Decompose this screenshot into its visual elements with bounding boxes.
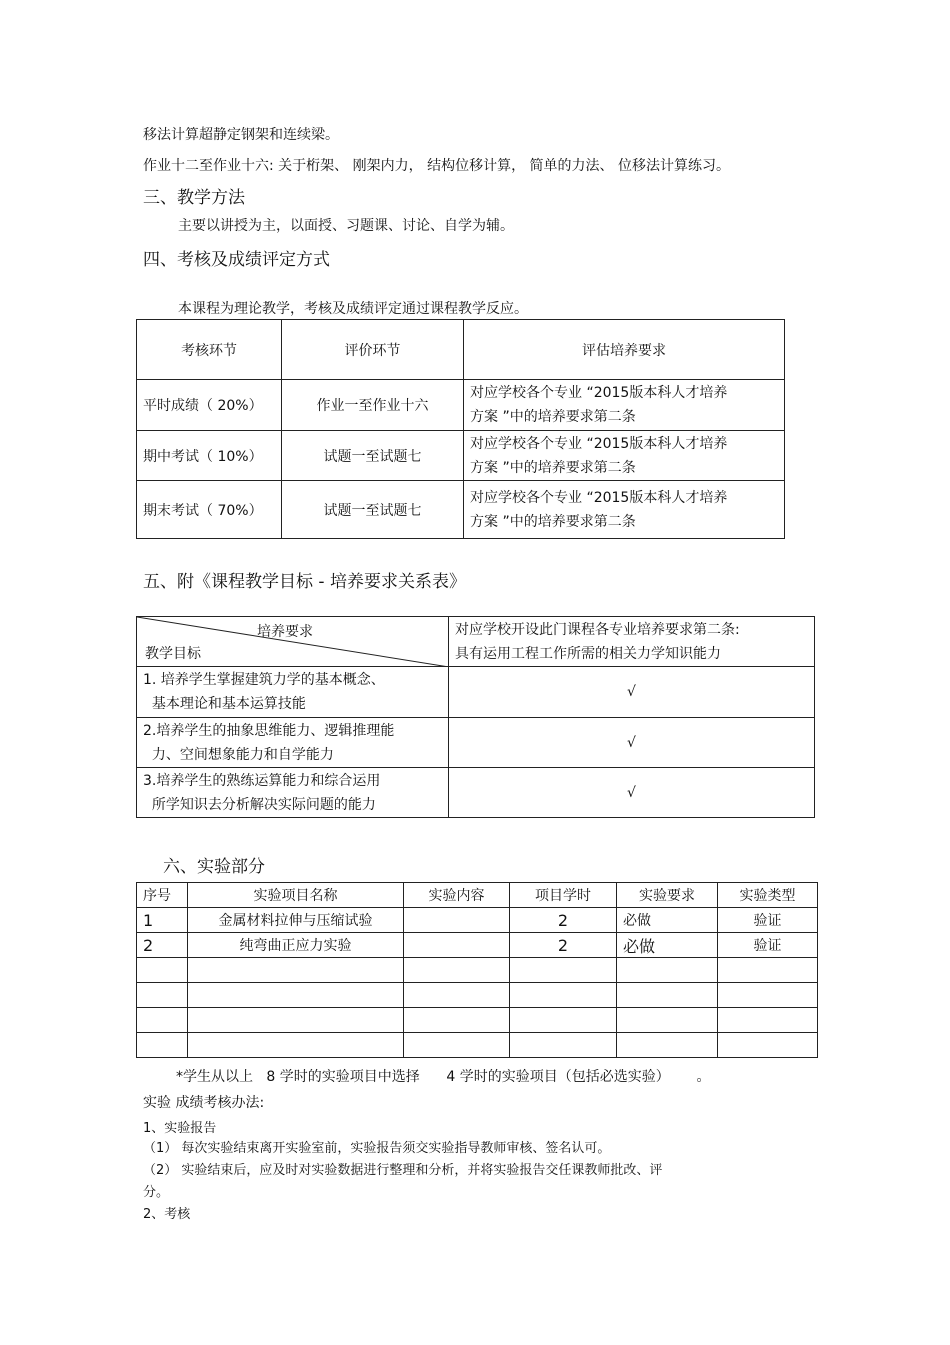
- assessment-sub1: （1） 每次实验结束离开实验室前，实验报告须交实验指导教师审核、签名认可。: [143, 1141, 611, 1156]
- header-cell: 实验项目名称: [188, 883, 404, 908]
- assessment-sub2b: 分。: [143, 1185, 170, 1200]
- empty-row: [137, 1033, 818, 1058]
- name-cell: 金属材料拉伸与压缩试验: [188, 908, 404, 933]
- section4-text: 本课程为理论教学，考核及成绩评定通过课程教学反应。: [178, 301, 528, 317]
- req-cell: 必做: [617, 908, 718, 933]
- hours-cell: 2: [510, 933, 617, 958]
- empty-cell: [404, 983, 510, 1008]
- objective-line1: 1. 培养学生掌握建筑力学的基本概念、: [143, 672, 385, 688]
- checkmark-cell: √: [449, 667, 815, 718]
- assessment-table: [136, 319, 785, 539]
- no-cell: 1: [137, 908, 188, 933]
- eval-cell: 试题一至试题七: [282, 431, 464, 481]
- empty-row: [137, 958, 818, 983]
- objective-line1: 2.培养学生的抽象思维能力、逻辑推理能: [143, 722, 395, 739]
- assessment-item2: 2、考核: [143, 1207, 191, 1222]
- header-cell: 序号: [137, 883, 188, 908]
- req-cell: [464, 481, 785, 539]
- header-cell: 考核环节: [137, 320, 282, 380]
- header-right-line2: 具有运用工程工作所需的相关力学知识能力: [455, 645, 721, 662]
- experiment-note: *学生从以上 8 学时的实验项目中选择 4 学时的实验项目（包括必选实验） 。: [176, 1069, 711, 1085]
- empty-cell: [617, 1033, 718, 1058]
- req-line2: 方案 ”中的培养要求第二条: [470, 409, 636, 425]
- diagonal-header-cell: [137, 617, 449, 667]
- objective-line2: 力、空间想象能力和自学能力: [143, 746, 334, 763]
- eval-cell: 试题一至试题七: [282, 481, 464, 539]
- table-row: [137, 431, 785, 481]
- table-header-row: [137, 883, 818, 908]
- empty-cell: [617, 1008, 718, 1033]
- header-cell: 实验类型: [718, 883, 818, 908]
- assessment-title: 实验 成绩考核办法:: [143, 1095, 265, 1111]
- eval-cell: 作业一至作业十六: [282, 380, 464, 431]
- objective-cell: [137, 768, 449, 818]
- req-line2: 方案 ”中的培养要求第二条: [470, 459, 636, 476]
- req-line2: 方案 ”中的培养要求第二条: [470, 513, 636, 530]
- header-right-cell: [449, 617, 815, 667]
- section6-title: 六、实验部分: [163, 857, 265, 877]
- table-row: [137, 481, 785, 539]
- hours-cell: 2: [510, 908, 617, 933]
- content-cell: [404, 933, 510, 958]
- req-cell: [464, 380, 785, 431]
- item-cell: 平时成绩（ 20%）: [137, 380, 282, 431]
- empty-cell: [137, 1033, 188, 1058]
- empty-row: [137, 1008, 818, 1033]
- empty-cell: [718, 958, 818, 983]
- content-cell: [404, 908, 510, 933]
- objective-line2: 基本理论和基本运算技能: [143, 696, 306, 712]
- checkmark-cell: √: [449, 768, 815, 818]
- table-header-row: [137, 320, 785, 380]
- table-row: [137, 908, 818, 933]
- objective-cell: [137, 718, 449, 768]
- checkmark-cell: √: [449, 718, 815, 768]
- empty-cell: [137, 983, 188, 1008]
- table-header-row: [137, 617, 815, 667]
- empty-cell: [510, 958, 617, 983]
- empty-cell: [188, 1008, 404, 1033]
- empty-cell: [617, 958, 718, 983]
- req-cell: 必做: [617, 933, 718, 958]
- empty-cell: [137, 958, 188, 983]
- objective-line1: 3.培养学生的熟练运算能力和综合运用: [143, 772, 381, 789]
- section5-title: 五、附《课程教学目标 - 培养要求关系表》: [143, 572, 466, 592]
- empty-cell: [188, 983, 404, 1008]
- objective-cell: [137, 667, 449, 718]
- header-cell: 实验要求: [617, 883, 718, 908]
- empty-cell: [510, 1008, 617, 1033]
- req-line1: 对应学校各个专业 “2015版本科人才培养: [470, 435, 728, 452]
- type-cell: 验证: [718, 908, 818, 933]
- table-row: [137, 667, 815, 718]
- empty-cell: [137, 1008, 188, 1033]
- diag-top-label: 培养要求: [257, 624, 313, 640]
- intro-line1: 移法计算超静定钢架和连续梁。: [143, 127, 339, 143]
- section3-title: 三、教学方法: [143, 188, 245, 208]
- empty-cell: [718, 1033, 818, 1058]
- table-row: [137, 768, 815, 818]
- header-cell: 评估培养要求: [464, 320, 785, 380]
- empty-row: [137, 983, 818, 1008]
- empty-cell: [188, 958, 404, 983]
- empty-cell: [188, 1033, 404, 1058]
- req-cell: [464, 431, 785, 481]
- empty-cell: [404, 1008, 510, 1033]
- empty-cell: [718, 983, 818, 1008]
- objective-line2: 所学知识去分析解决实际问题的能力: [143, 796, 376, 813]
- type-cell: 验证: [718, 933, 818, 958]
- req-line1: 对应学校各个专业 “2015版本科人才培养: [470, 489, 728, 506]
- empty-cell: [617, 983, 718, 1008]
- empty-cell: [510, 983, 617, 1008]
- empty-cell: [718, 1008, 818, 1033]
- item-cell: 期中考试（ 10%）: [137, 431, 282, 481]
- experiment-table: [136, 882, 818, 1058]
- section3-text: 主要以讲授为主，以面授、习题课、讨论、自学为辅。: [178, 218, 514, 234]
- section4-title: 四、考核及成绩评定方式: [143, 250, 330, 270]
- no-cell: 2: [137, 933, 188, 958]
- table-row: [137, 380, 785, 431]
- table-row: [137, 933, 818, 958]
- empty-cell: [404, 958, 510, 983]
- table-row: [137, 718, 815, 768]
- assessment-item1: 1、实验报告: [143, 1121, 217, 1136]
- empty-cell: [510, 1033, 617, 1058]
- header-cell: 评价环节: [282, 320, 464, 380]
- diag-bottom-label: 教学目标: [145, 646, 201, 662]
- intro-line2: 作业十二至作业十六: 关于桁架、 刚架内力， 结构位移计算， 简单的力法、 位移法计算练习。: [143, 158, 730, 174]
- req-line1: 对应学校各个专业 “2015版本科人才培养: [470, 385, 728, 401]
- assessment-sub2: （2） 实验结束后，应及时对实验数据进行整理和分析，并将实验报告交任课教师批改、评: [143, 1163, 663, 1178]
- header-right-line1: 对应学校开设此门课程各专业培养要求第二条:: [455, 621, 740, 638]
- name-cell: 纯弯曲正应力实验: [188, 933, 404, 958]
- header-cell: 实验内容: [404, 883, 510, 908]
- header-cell: 项目学时: [510, 883, 617, 908]
- objectives-table: [136, 616, 815, 818]
- empty-cell: [404, 1033, 510, 1058]
- item-cell: 期末考试（ 70%）: [137, 481, 282, 539]
